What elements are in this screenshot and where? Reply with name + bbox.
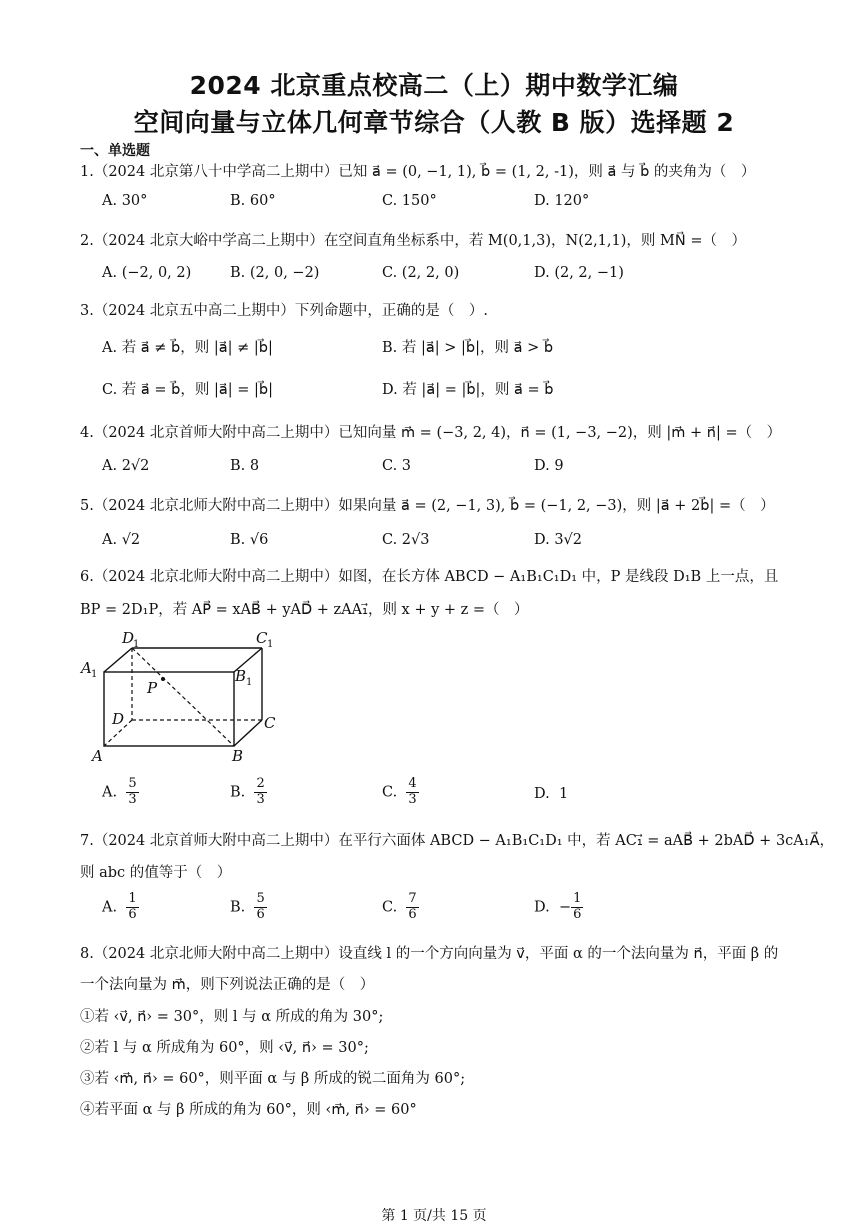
question-8-statement-4: ④若平面 α 与 β 所成的角为 60°，则 ‹m⃗, n⃗› = 60° — [80, 1102, 417, 1118]
option-label: B. — [230, 784, 246, 801]
numerator: 2 — [256, 776, 265, 791]
question-8-text-line-1: 8.（2024 北京北师大附中高二上期中）设直线 l 的一个方向向量为 v⃗，平面 α 的一个法向量为 n⃗，平面 β 的 — [80, 946, 779, 962]
fraction — [406, 892, 418, 923]
numerator: 7 — [408, 891, 417, 906]
numerator: 1 — [128, 891, 137, 906]
option-label: C. — [382, 784, 398, 801]
fraction — [254, 777, 266, 808]
option-value: 1 — [558, 786, 569, 802]
option-label: A. — [102, 899, 118, 916]
question-8-statement-2: ②若 l 与 α 所成角为 60°，则 ‹v⃗, n⃗› = 30°; — [80, 1040, 369, 1056]
question-1-option-b: B. 60° — [230, 193, 276, 209]
question-1-option-c: C. 150° — [382, 193, 437, 209]
cuboid-figure — [78, 624, 288, 769]
question-5-option-a: A. √2 — [102, 532, 141, 548]
denominator: 6 — [128, 906, 137, 922]
label-d1-sub: 1 — [133, 639, 140, 650]
denominator: 6 — [256, 906, 265, 922]
question-2-option-b: B. (2, 0, −2) — [230, 265, 320, 281]
question-1-option-d: D. 120° — [534, 193, 590, 209]
question-7-option-b — [230, 892, 267, 923]
option-label: D. — [534, 786, 550, 802]
question-2-text: 2.（2024 北京大峪中学高二上期中）在空间直角坐标系中，若 M(0,1,3)，N(2,1,1)，则 MN⃗ =（ ） — [80, 233, 746, 249]
denominator: 6 — [408, 906, 417, 922]
question-7-option-a — [102, 892, 139, 923]
question-4-option-d: D. 9 — [534, 458, 564, 474]
question-5-text: 5.（2024 北京北师大附中高二上期中）如果向量 a⃗ = (2, −1, 3), b⃗ = (−1, 2, −3)，则 |a⃗ + 2b⃗| =（ ） — [80, 498, 775, 514]
document-title-line-2: 空间向量与立体几何章节综合（人教 B 版）选择题 2 — [133, 108, 735, 137]
question-6-text-line-2: BP = 2D₁P，若 AP⃗ = xAB⃗ + yAD⃗ + zAA₁⃗，则 x + y + z =（ ） — [80, 602, 529, 618]
label-c1-sub: 1 — [267, 639, 274, 650]
question-2-option-c: C. (2, 2, 0) — [382, 265, 460, 281]
question-4-text: 4.（2024 北京首师大附中高二上期中）已知向量 m⃗ = (−3, 2, 4)，n⃗ = (1, −3, −2)，则 |m⃗ + n⃗| =（ ） — [80, 425, 782, 441]
label-b1: B — [235, 667, 247, 685]
label-c1: C — [256, 629, 268, 647]
minus-sign: − — [558, 899, 572, 916]
question-7-text-line-1: 7.（2024 北京首师大附中高二上期中）在平行六面体 ABCD − A₁B₁C₁D₁ 中，若 AC₁⃗ = aAB⃗ + 2bAD⃗ + 3cA₁A⃗， — [80, 833, 834, 849]
question-3-option-b: B. 若 |a⃗| > |b⃗|，则 a⃗ > b⃗ — [382, 340, 554, 356]
fraction — [406, 777, 418, 808]
question-8-text-line-2: 一个法向量为 m⃗，则下列说法正确的是（ ） — [80, 977, 375, 993]
question-5-option-c: C. 2√3 — [382, 532, 430, 548]
question-3-option-c: C. 若 a⃗ = b⃗，则 |a⃗| = |b⃗| — [102, 382, 273, 398]
label-p: P — [147, 679, 158, 697]
question-5-option-b: B. √6 — [230, 532, 269, 548]
question-7-text-line-2: 则 abc 的值等于（ ） — [80, 865, 232, 881]
denominator: 3 — [408, 791, 417, 807]
question-1-option-a: A. 30° — [102, 193, 148, 209]
label-d1: D — [122, 629, 135, 647]
option-label: B. — [230, 899, 246, 916]
label-a: A — [92, 747, 103, 765]
option-label: A. — [102, 784, 118, 801]
denominator: 3 — [256, 791, 265, 807]
label-c: C — [264, 714, 276, 732]
fraction — [126, 777, 138, 808]
fraction — [571, 892, 583, 923]
label-a1: A — [81, 659, 92, 677]
question-1-text: 1.（2024 北京第八十中学高二上期中）已知 a⃗ = (0, −1, 1), b⃗ = (1, 2, -1)，则 a⃗ 与 b⃗ 的夹角为（ ） — [80, 164, 756, 180]
question-6-option-c — [382, 777, 419, 808]
fraction — [254, 892, 266, 923]
question-3-option-d: D. 若 |a⃗| = |b⃗|，则 a⃗ = b⃗ — [382, 382, 554, 398]
question-6-option-d — [534, 786, 568, 802]
question-6-option-a — [102, 777, 139, 808]
denominator: 3 — [128, 791, 137, 807]
numerator: 1 — [573, 891, 582, 906]
numerator: 5 — [128, 776, 137, 791]
question-4-option-b: B. 8 — [230, 458, 260, 474]
question-4-option-c: C. 3 — [382, 458, 412, 474]
label-a1-sub: 1 — [91, 669, 98, 680]
question-7-option-d — [534, 892, 583, 923]
denominator: 6 — [573, 906, 582, 922]
question-4-option-a: A. 2√2 — [102, 458, 150, 474]
question-2-option-a: A. (−2, 0, 2) — [102, 265, 192, 281]
section-heading: 一、单选题 — [80, 143, 150, 159]
numerator: 4 — [408, 776, 417, 791]
question-2-option-d: D. (2, 2, −1) — [534, 265, 624, 281]
label-b1-sub: 1 — [246, 677, 253, 688]
question-8-statement-1: ①若 ‹v⃗, n⃗› = 30°，则 l 与 α 所成的角为 30°; — [80, 1009, 384, 1025]
question-3-option-a: A. 若 a⃗ ≠ b⃗，则 |a⃗| ≠ |b⃗| — [102, 340, 273, 356]
label-b: B — [232, 747, 244, 765]
question-5-option-d: D. 3√2 — [534, 532, 583, 548]
question-8-statement-3: ③若 ‹m⃗, n⃗› = 60°，则平面 α 与 β 所成的锐二面角为 60°; — [80, 1071, 466, 1087]
question-7-option-c — [382, 892, 419, 923]
option-label: C. — [382, 899, 398, 916]
label-d: D — [112, 710, 125, 728]
question-6-option-b — [230, 777, 267, 808]
option-label: D. — [534, 899, 550, 916]
numerator: 5 — [256, 891, 265, 906]
page-footer: 第 1 页/共 15 页 — [381, 1208, 487, 1224]
document-title-line-1: 2024 北京重点校高二（上）期中数学汇编 — [189, 71, 679, 100]
question-6-text-line-1: 6.（2024 北京北师大附中高二上期中）如图，在长方体 ABCD − A₁B₁C₁D₁ 中，P 是线段 D₁B 上一点，且 — [80, 569, 779, 585]
question-3-text: 3.（2024 北京五中高二上期中）下列命题中，正确的是（ ）. — [80, 303, 488, 319]
fraction — [126, 892, 138, 923]
